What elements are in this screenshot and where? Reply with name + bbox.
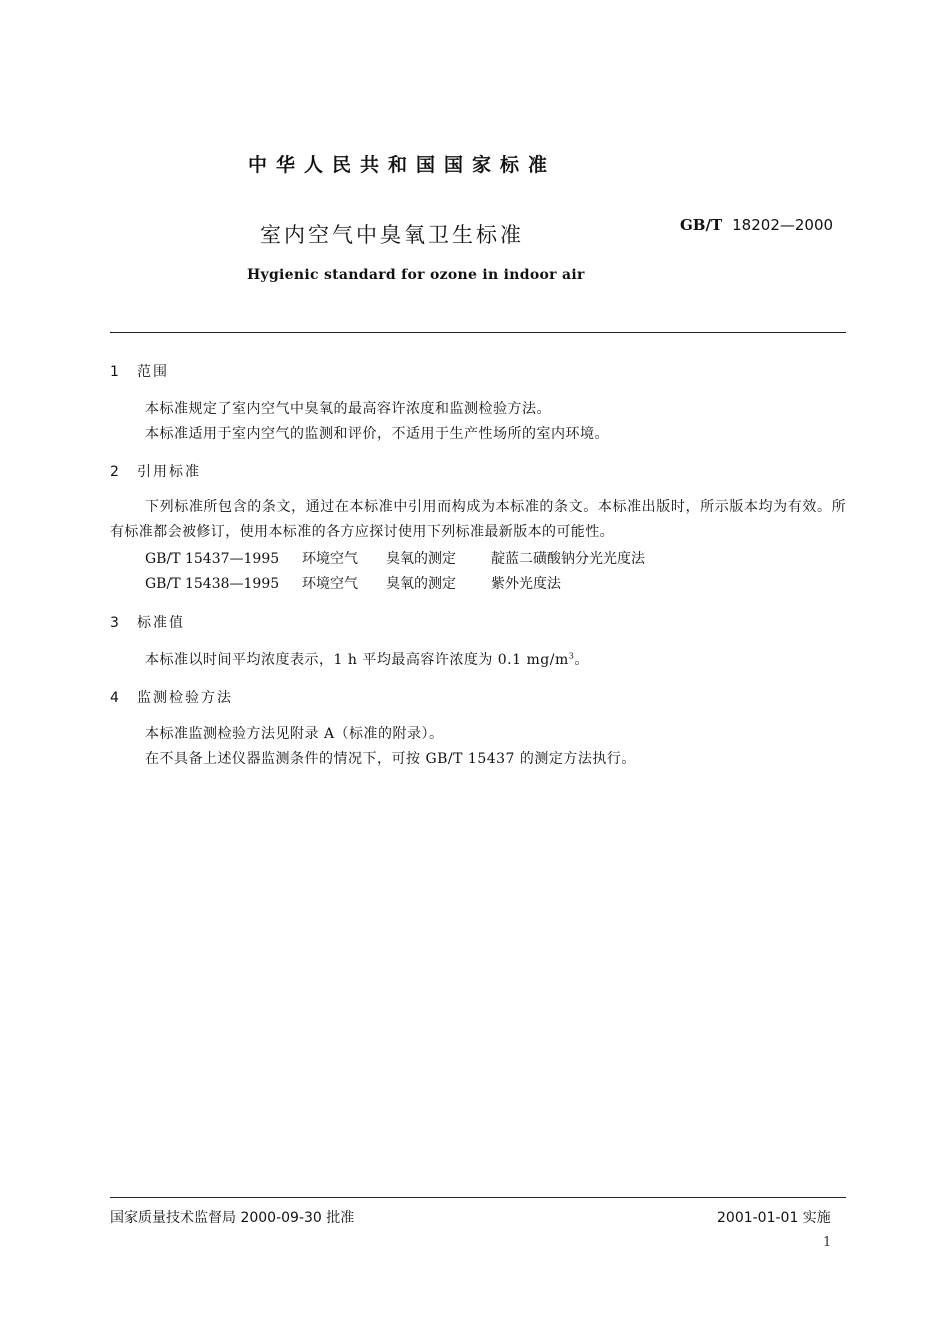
superscript: 3 (568, 651, 575, 661)
national-standard-header: 中华人民共和国国家标准 (248, 154, 557, 176)
standard-value-paragraph (145, 649, 589, 669)
page-number: 1 (823, 1235, 832, 1250)
reference-code: GB/T 15438—1995 (145, 576, 280, 592)
section-title: 标准值 (137, 615, 185, 631)
approval-line: 国家质量技术监督局 2000-09-30 批准 (110, 1210, 355, 1226)
standard-code-number: 18202—2000 (732, 216, 834, 234)
standard-code-prefix: GB/T (680, 216, 723, 234)
paragraph: 本标准规定了室内空气中臭氧的最高容许浓度和监测检验方法。 (145, 401, 551, 417)
section-number: 2 (110, 464, 119, 480)
standard-value-text: 本标准以时间平均浓度表示，1 h 平均最高容许浓度为 0.1 mg/m (145, 652, 569, 668)
section-heading-2 (110, 461, 201, 481)
references-intro: 下列标准所包含的条文，通过在本标准中引用而构成为本标准的条文。本标准出版时，所示版本均为有效。所有标准都会被修订，使用本标准的各方应探讨使用下列标准最新版本的可能性。 (110, 499, 846, 540)
section-title: 监测检验方法 (137, 690, 233, 706)
document-title-en: Hygienic standard for ozone in indoor air (247, 267, 585, 283)
reference-part: 环境空气 (302, 576, 358, 592)
effective-date: 2001-01-01 实施 (717, 1210, 831, 1226)
section-number: 4 (110, 690, 119, 706)
reference-part: 臭氧的测定 (386, 576, 456, 592)
reference-item (145, 573, 561, 593)
paragraph: 本标准适用于室内空气的监测和评价，不适用于生产性场所的室内环境。 (145, 426, 609, 442)
header-divider (110, 332, 846, 333)
standard-code (680, 216, 833, 234)
sentence-end: 。 (574, 652, 589, 668)
section-heading-3 (110, 612, 185, 632)
section-title: 引用标准 (137, 464, 201, 480)
paragraph: 本标准监测检验方法见附录 A（标准的附录）。 (145, 726, 444, 742)
section-heading-1 (110, 361, 169, 381)
reference-code: GB/T 15437—1995 (145, 551, 280, 567)
reference-item (145, 548, 645, 568)
section-number: 1 (110, 364, 119, 380)
section-number: 3 (110, 615, 119, 631)
reference-part: 紫外光度法 (491, 576, 561, 592)
paragraph: 在不具备上述仪器监测条件的情况下，可按 GB/T 15437 的测定方法执行。 (145, 751, 636, 767)
document-title-cn: 室内空气中臭氧卫生标准 (260, 223, 524, 247)
reference-part: 臭氧的测定 (386, 551, 456, 567)
footer-divider (110, 1197, 846, 1198)
section-heading-4 (110, 687, 233, 707)
section-title: 范围 (137, 364, 169, 380)
reference-part: 靛蓝二磺酸钠分光光度法 (491, 551, 645, 567)
reference-part: 环境空气 (302, 551, 358, 567)
